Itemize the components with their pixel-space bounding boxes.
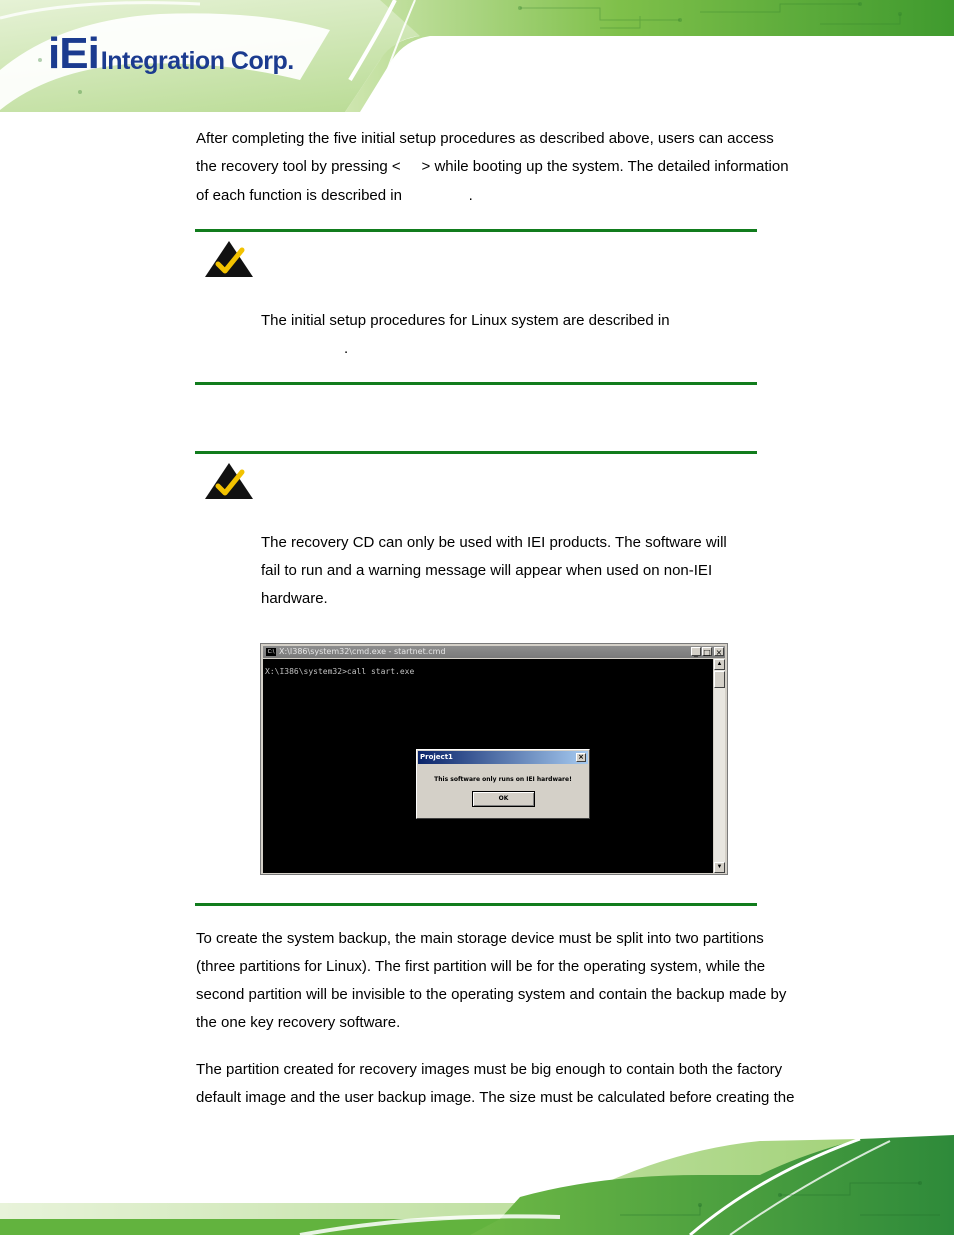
logo-mark: iEi — [48, 29, 99, 78]
partition-p1-line-1: To create the system backup, the main storage device must be split into two partitions — [196, 930, 764, 947]
dialog-title: Project1 — [420, 753, 453, 761]
dialog-close-icon: × — [576, 753, 586, 762]
note-linux-line-1: The initial setup procedures for Linux system are described in — [261, 312, 670, 329]
note-bottom-rule — [195, 382, 757, 385]
note-iei-line-1: The recovery CD can only be used with IEI products. The software will — [261, 534, 727, 551]
company-logo — [48, 28, 294, 76]
partition-p1-line-4: the one key recovery software. — [196, 1014, 401, 1031]
note-top-rule — [195, 229, 757, 232]
dialog-message: This software only runs on IEI hardware! — [434, 776, 572, 783]
checkmark-note-icon — [204, 462, 254, 500]
note-iei-only — [261, 529, 749, 613]
intro-paragraph — [196, 125, 814, 210]
minimize-icon: _ — [691, 647, 701, 656]
cmd-window-title: X:\I386\system32\cmd.exe - startnet.cmd — [279, 647, 446, 656]
partition-p2-line-2: default image and the user backup image. The size must be calculated before creating the — [196, 1089, 795, 1106]
partition-p1-line-2: (three partitions for Linux). The first partition will be for the operating system, while the — [196, 958, 766, 975]
note-iei-line-2: fail to run and a warning message will appear when used on non-IEI — [261, 562, 713, 579]
intro-line-3: of each function is described in . — [196, 186, 473, 204]
page-header — [0, 0, 954, 112]
cmd-window-screenshot — [260, 643, 728, 875]
intro-line-1: After completing the five initial setup procedures as described above, users can access — [196, 130, 774, 147]
scroll-thumb — [714, 671, 725, 688]
dialog-title-bar — [418, 751, 588, 764]
footer-banner-graphic — [0, 1135, 954, 1235]
dialog-ok-button: OK — [472, 791, 535, 807]
note-iei-line-3: hardware. — [261, 590, 328, 607]
cmd-app-icon: C:\ — [267, 649, 275, 655]
intro-line-2: the recovery tool by pressing < > while booting up the system. The detailed information — [196, 158, 789, 176]
partition-paragraph-1 — [196, 925, 814, 1037]
note-bottom-rule — [195, 903, 757, 906]
cmd-title-bar — [263, 646, 725, 658]
logo-wordmark: Integration Corp. — [100, 47, 294, 75]
partition-p2-line-1: The partition created for recovery images must be big enough to contain both the factory — [196, 1061, 783, 1078]
cmd-prompt-text: X:\I386\system32>call start.exe — [265, 667, 415, 676]
cmd-scrollbar — [714, 659, 725, 873]
partition-p1-line-3: second partition will be invisible to the operating system and contain the backup made by — [196, 986, 787, 1003]
scroll-up-icon: ▲ — [714, 659, 725, 670]
cmd-console — [263, 659, 713, 873]
note-linux-setup — [261, 307, 749, 363]
close-icon: × — [715, 648, 723, 657]
warning-dialog — [416, 749, 590, 819]
partition-paragraph-2 — [196, 1056, 814, 1112]
page-footer — [0, 1135, 954, 1235]
scroll-down-icon: ▼ — [714, 862, 725, 873]
note-linux-line-2: . — [344, 340, 349, 357]
maximize-icon: □ — [703, 648, 711, 657]
note-top-rule — [195, 451, 757, 454]
checkmark-note-icon — [204, 240, 254, 278]
